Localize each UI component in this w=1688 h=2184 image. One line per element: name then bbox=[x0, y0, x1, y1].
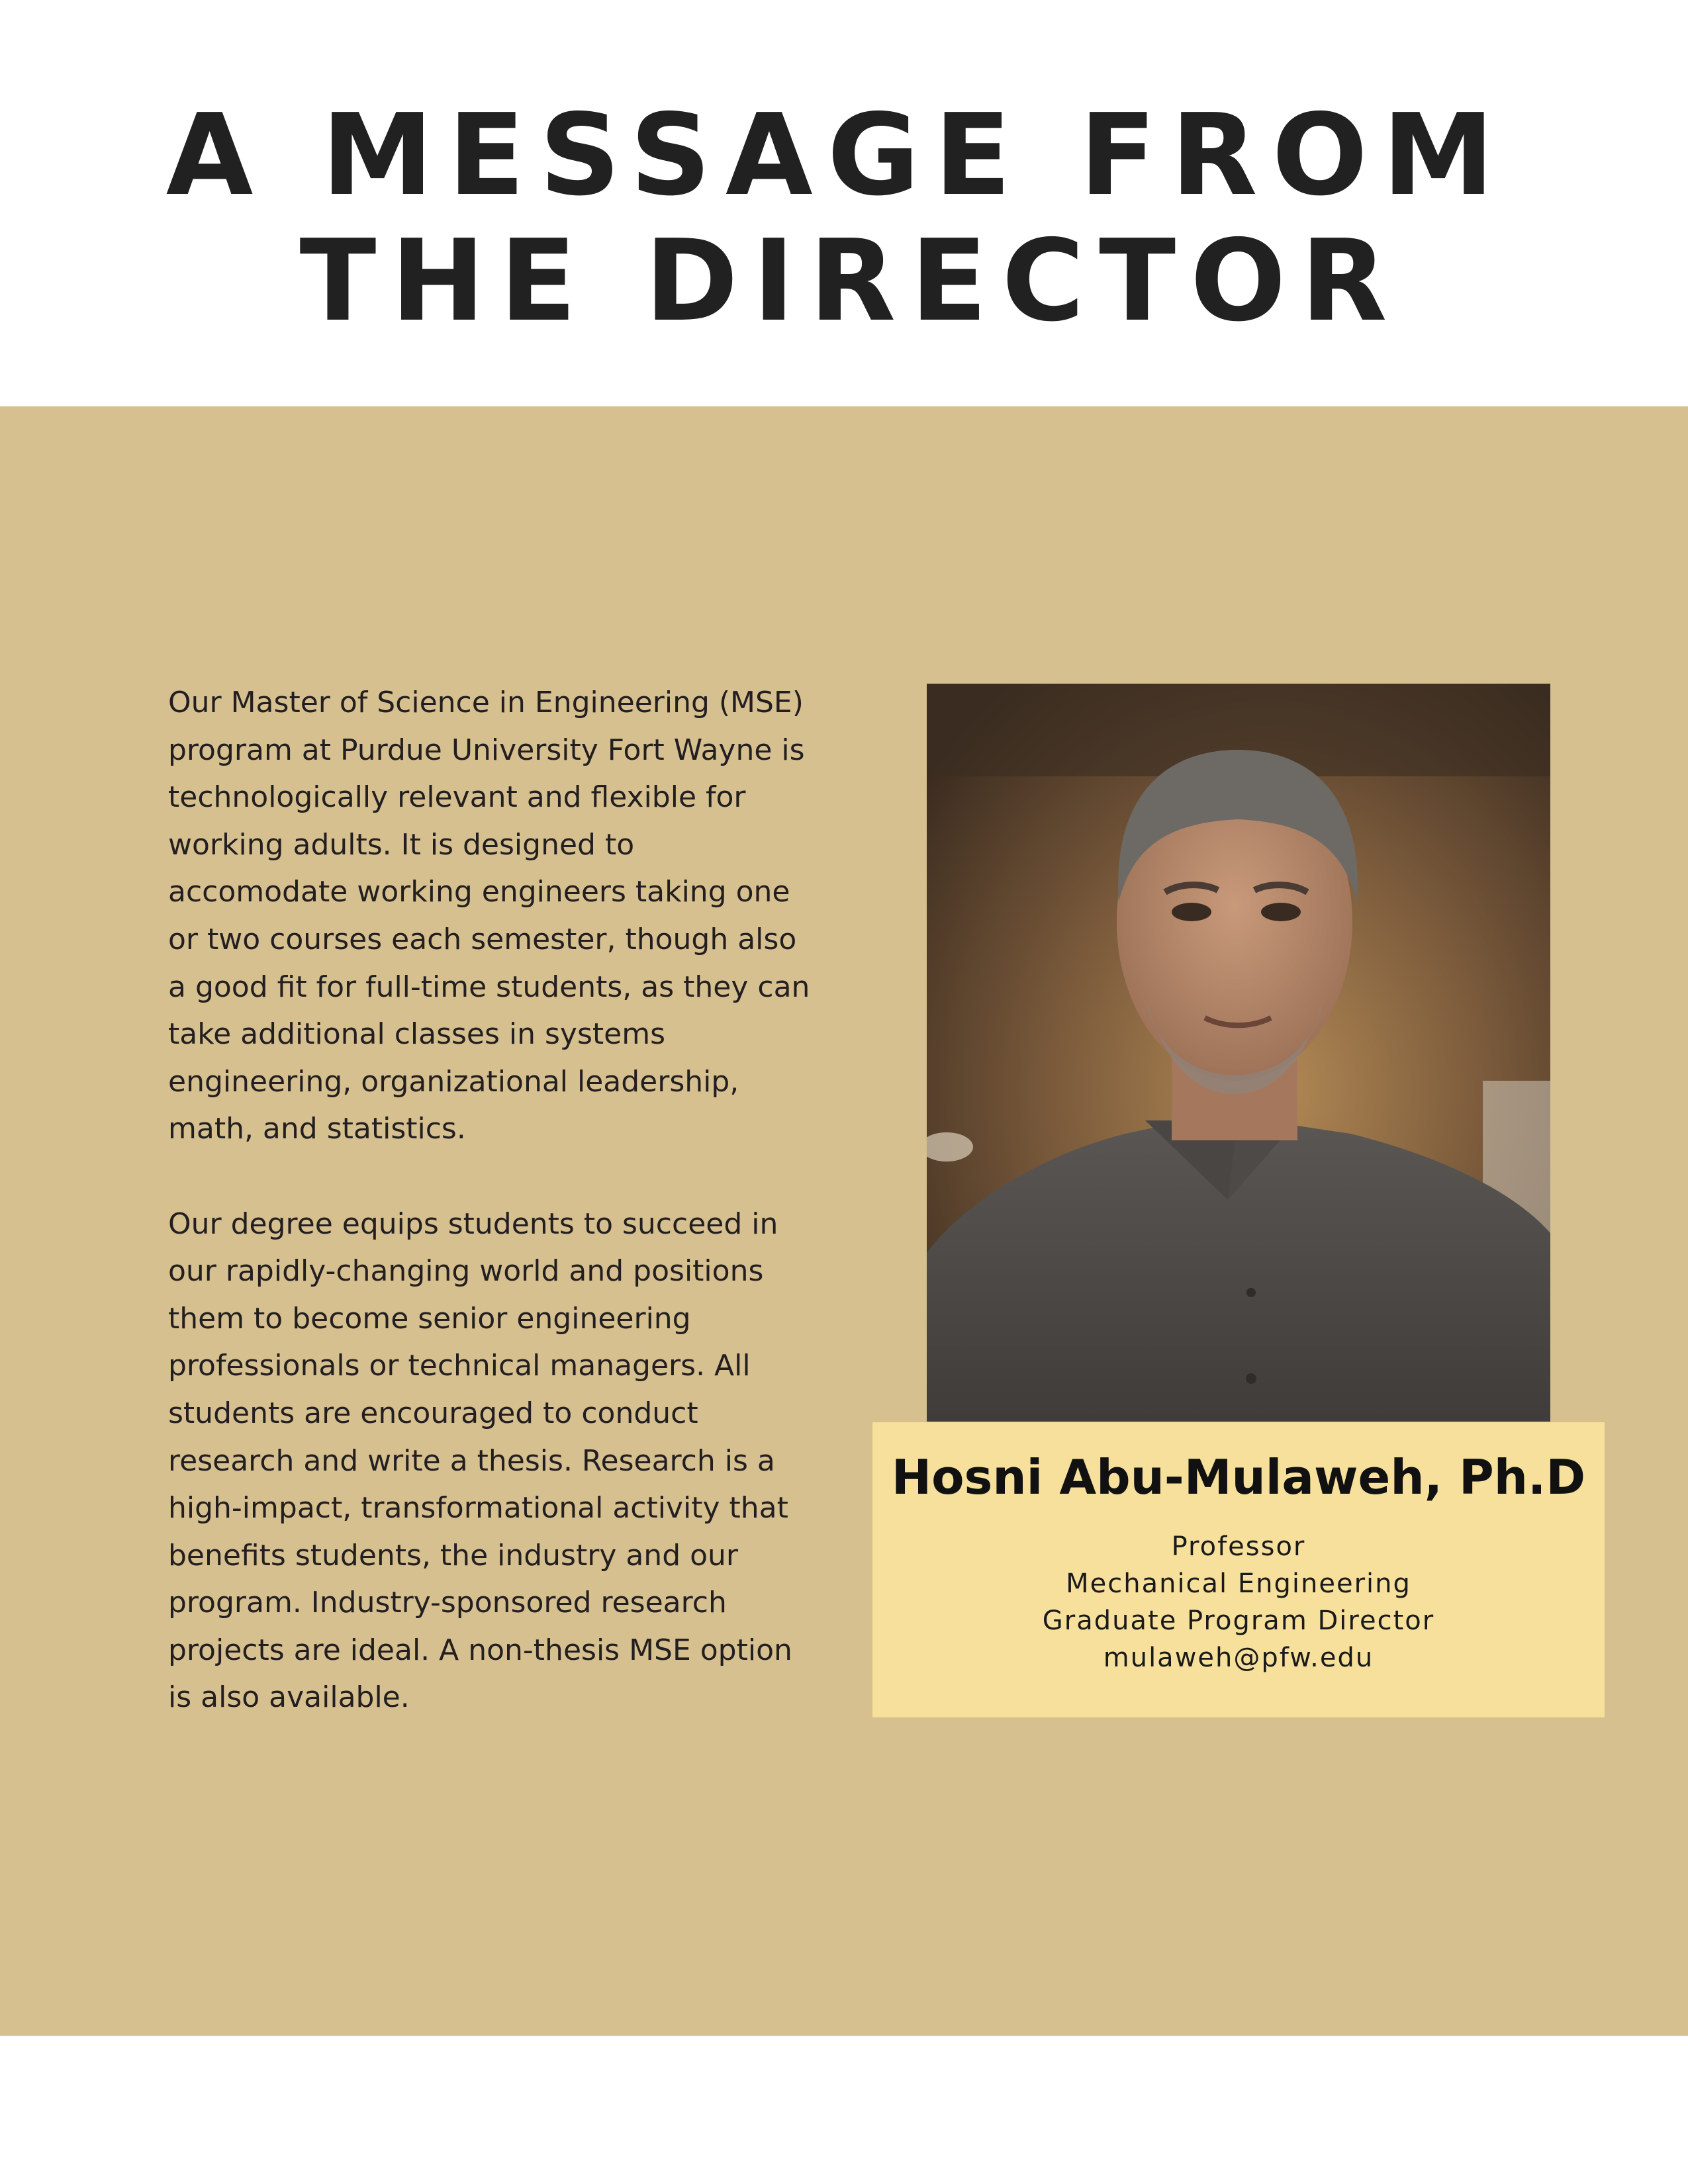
director-name-card bbox=[872, 1422, 1605, 1717]
message-body bbox=[168, 679, 810, 1721]
director-email: mulaweh@pfw.edu bbox=[1103, 1643, 1374, 1673]
director-details bbox=[872, 1528, 1605, 1676]
page-title bbox=[0, 90, 1688, 347]
director-title: Professor bbox=[1171, 1531, 1306, 1562]
director-name: Hosni Abu-Mulaweh, Ph.D bbox=[891, 1449, 1586, 1505]
director-portrait bbox=[927, 684, 1550, 1422]
director-role: Graduate Program Director bbox=[1042, 1606, 1435, 1636]
page-title-line-1: A MESSAGE FROM bbox=[165, 90, 1509, 221]
director-department: Mechanical Engineering bbox=[1066, 1569, 1411, 1599]
message-paragraph-2: Our degree equips students to succeed in our rapidly-changing world and positions them to become senior engineering professionals or technical managers. All students are encouraged to conduct research and write a thesis. Research is a high-impact, transformational activity that benefits students, the industry and our program. Industry-sponsored research projects are ideal. A non-thesis MSE option is also available. bbox=[168, 1206, 792, 1715]
message-paragraph-1: Our Master of Science in Engineering (MSE) program at Purdue University Fort Wayne is technologically relevant and flexible for working adults. It is designed to accomodate working engineers taking one or two courses each semester, though also a good fit for full-time students, as they can take additional classes in systems engineering, organizational leadership, math, and statistics. bbox=[168, 686, 810, 1146]
page-title-line-2: THE DIRECTOR bbox=[299, 216, 1402, 347]
